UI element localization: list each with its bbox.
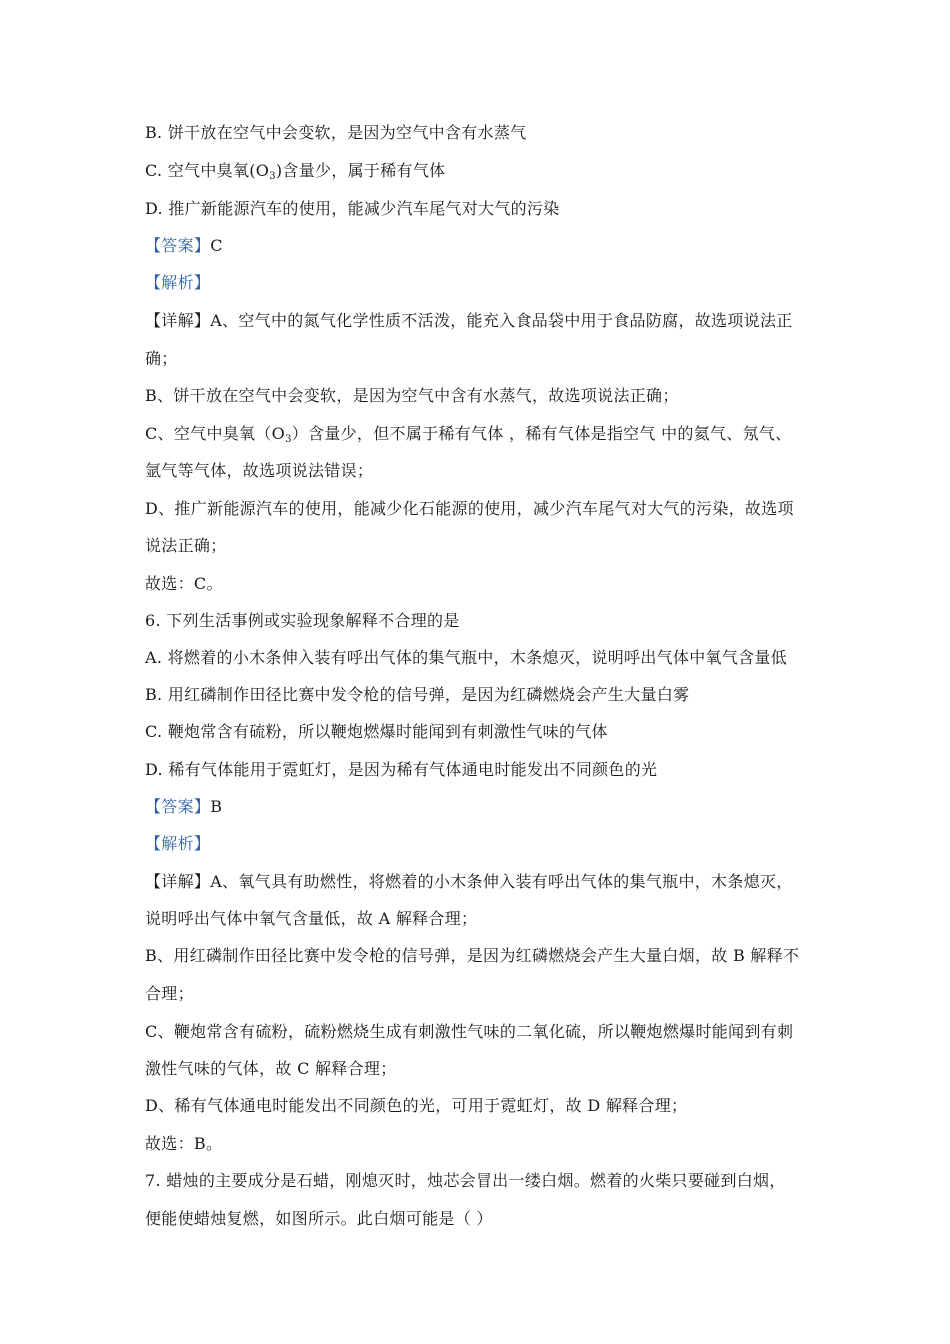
q6-detail-b: B、用红磷制作田径比赛中发令枪的信号弹，是因为红磷燃烧会产生大量白烟，故 B 解释不 — [145, 946, 800, 965]
q5-detail-c-subscript: 3 — [285, 434, 292, 445]
q5-detail-a-cont: 确； — [145, 349, 178, 368]
q5-option-c-subscript: 3 — [269, 171, 276, 182]
q6-option-a: A. 将燃着的小木条伸入装有呼出气体的集气瓶中，木条熄灭，说明呼出气体中氧气含量低 — [145, 648, 788, 667]
q5-detail-c-text: C、空气中臭氧（O — [145, 424, 286, 443]
q6-answer — [145, 797, 222, 817]
q6-option-b: B. 用红磷制作田径比赛中发令枪的信号弹，是因为红磷燃烧会产生大量白雾 — [145, 685, 690, 704]
q6-detail-a — [145, 872, 793, 892]
q6-detail-a-cont: 说明呼出气体中氧气含量低，故 A 解释合理； — [145, 909, 478, 928]
q6-detail-a-text: A、氧气具有助燃性，将燃着的小木条伸入装有呼出气体的集气瓶中，木条熄灭， — [210, 872, 793, 891]
q5-detail-b: B、饼干放在空气中会变软，是因为空气中含有水蒸气，故选项说法正确； — [145, 386, 679, 405]
q5-detail-a — [145, 311, 793, 331]
q6-detail-d: D、稀有气体通电时能发出不同颜色的光，可用于霓虹灯，故 D 解释合理； — [145, 1096, 688, 1115]
q6-detail-tag: 【详解】 — [145, 872, 211, 891]
q6-detail-c: C、鞭炮常含有硫粉，硫粉燃烧生成有刺激性气味的二氧化硫，所以鞭炮燃爆时能闻到有刺 — [145, 1022, 794, 1041]
q7-stem-cont: 便能使蜡烛复燃，如图所示。此白烟可能是（ ） — [145, 1209, 493, 1228]
q6-detail-b-cont: 合理； — [145, 984, 194, 1003]
q5-detail-c-text-end: ）含量少，但不属于稀有气体 ，稀有气体是指空气 中的氦气、氖气、 — [291, 424, 792, 443]
q5-detail-c-cont: 氩气等气体，故选项说法错误； — [145, 461, 374, 480]
q6-answer-tag: 【答案】 — [145, 797, 211, 816]
q5-conclusion: 故选：C。 — [145, 574, 223, 593]
q5-answer-value: C — [210, 236, 223, 255]
q5-option-b: B. 饼干放在空气中会变软，是因为空气中含有水蒸气 — [145, 123, 527, 142]
q5-answer-tag: 【答案】 — [145, 236, 211, 255]
q5-option-d: D. 推广新能源汽车的使用，能减少汽车尾气对大气的污染 — [145, 199, 560, 218]
q6-option-c: C. 鞭炮常含有硫粉，所以鞭炮燃爆时能闻到有刺激性气味的气体 — [145, 722, 608, 741]
q6-answer-value: B — [210, 797, 223, 816]
q6-stem: 6. 下列生活事例或实验现象解释不合理的是 — [145, 611, 460, 630]
q6-conclusion: 故选：B。 — [145, 1134, 223, 1153]
q5-option-c-text: C. 空气中臭氧(O — [145, 161, 270, 180]
q5-detail-c — [145, 424, 792, 444]
q5-detail-tag: 【详解】 — [145, 311, 211, 330]
q6-analysis-tag: 【解析】 — [145, 834, 211, 853]
q6-detail-c-cont: 激性气味的气体，故 C 解释合理； — [145, 1059, 397, 1078]
q5-option-c-text-end: )含量少，属于稀有气体 — [275, 161, 446, 180]
q5-analysis-tag: 【解析】 — [145, 273, 211, 292]
q5-detail-d-cont: 说法正确； — [145, 536, 227, 555]
q5-answer — [145, 236, 223, 256]
q5-detail-d: D、推广新能源汽车的使用，能减少化石能源的使用，减少汽车尾气对大气的污染，故选项 — [145, 499, 794, 518]
q5-detail-a-text: A、空气中的氮气化学性质不活泼，能充入食品袋中用于食品防腐，故选项说法正 — [210, 311, 793, 330]
q6-option-d: D. 稀有气体能用于霓虹灯，是因为稀有气体通电时能发出不同颜色的光 — [145, 760, 658, 779]
q5-option-c — [145, 161, 445, 181]
q7-stem: 7. 蜡烛的主要成分是石蜡，刚熄灭时，烛芯会冒出一缕白烟。燃着的火柴只要碰到白烟， — [145, 1171, 786, 1190]
